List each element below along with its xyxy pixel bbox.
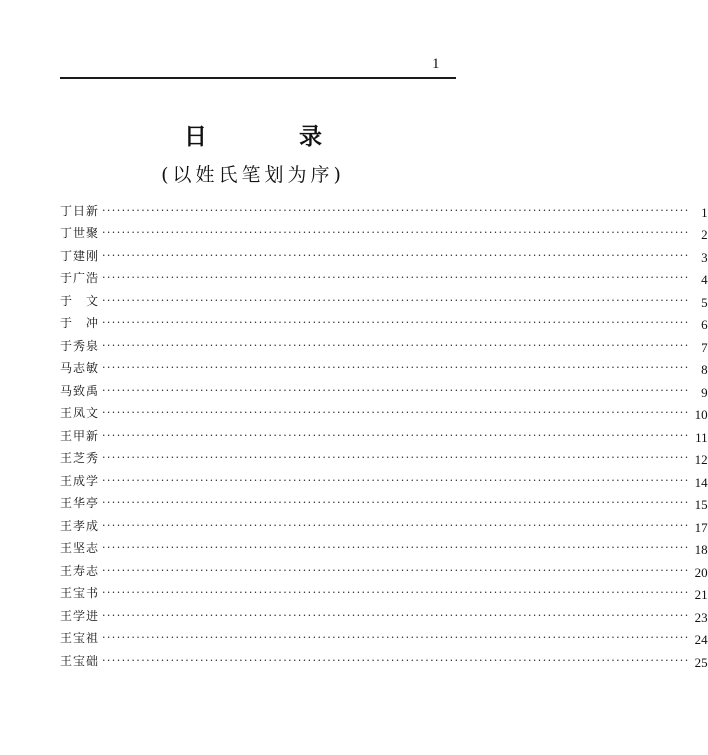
- dot-leader: ························································································································: [102, 496, 690, 509]
- toc-entry[interactable]: [60, 625, 708, 648]
- dot-leader: ························································································································: [102, 518, 690, 532]
- toc-entry-name: 丁日新: [60, 203, 100, 218]
- toc-entry[interactable]: [60, 490, 708, 513]
- toc-entry[interactable]: [60, 580, 708, 603]
- dot-leader: ························································································································: [102, 586, 690, 599]
- toc-entry-name: 王宝础: [60, 653, 100, 668]
- toc-entry[interactable]: [60, 197, 708, 220]
- toc-entry[interactable]: [60, 445, 708, 468]
- toc-entry[interactable]: [60, 512, 708, 535]
- toc-entry-name: 王成学: [60, 473, 100, 488]
- dot-leader: ························································································································: [102, 361, 690, 374]
- toc-entry-page: 11: [695, 429, 708, 445]
- toc-entry[interactable]: [60, 287, 708, 310]
- toc-entry-page: 23: [694, 609, 708, 625]
- toc-entry-name: 王学进: [60, 608, 100, 623]
- toc-entry-page: 10: [694, 407, 708, 422]
- dot-leader: ························································································································: [102, 338, 690, 352]
- toc-entry[interactable]: [60, 220, 708, 243]
- toc-entry-page: 9: [701, 384, 708, 400]
- toc-entry-name: 王芝秀: [60, 451, 100, 465]
- toc-entry-name: 王华亭: [60, 496, 100, 510]
- toc-entry-name: 丁建刚: [60, 248, 100, 263]
- dot-leader: ························································································································: [102, 563, 690, 577]
- dot-leader: ························································································································: [102, 226, 690, 239]
- toc-entry-page: 18: [694, 542, 708, 557]
- dot-leader: ························································································································: [102, 248, 690, 262]
- toc-entry-page: 14: [694, 474, 708, 490]
- dot-leader: ························································································································: [102, 608, 690, 622]
- toc-entry-page: 12: [694, 452, 708, 467]
- toc-entry-name: 于 冲: [60, 316, 100, 330]
- page-number: 1: [432, 56, 440, 72]
- toc-entry[interactable]: [60, 377, 708, 400]
- toc-entry[interactable]: [60, 400, 708, 423]
- toc-entry-page: 17: [694, 519, 708, 535]
- toc-entry-name: 王寿志: [60, 563, 100, 578]
- toc-entry[interactable]: [60, 467, 708, 490]
- toc-entry-page: 7: [701, 339, 708, 355]
- toc-entry-name: 王孝成: [60, 518, 100, 533]
- dot-leader: ························································································································: [102, 473, 690, 487]
- toc-entry-page: 8: [701, 362, 708, 377]
- toc-entry-page: 6: [701, 317, 708, 332]
- toc-entry-name: 于广浩: [60, 271, 100, 285]
- toc-entry-name: 马志敏: [60, 361, 100, 375]
- toc-entry-page: 15: [694, 497, 708, 512]
- toc-entry-page: 5: [701, 294, 708, 310]
- toc-entry-page: 4: [701, 272, 708, 287]
- toc-entry-name: 王宝书: [60, 586, 100, 600]
- header-rule: [60, 77, 456, 79]
- toc-entry-name: 于 文: [60, 293, 100, 308]
- toc-entry-page: 1: [701, 204, 708, 220]
- toc-entry[interactable]: [60, 332, 708, 355]
- toc-entry-name: 王坚志: [60, 541, 100, 555]
- toc-entry[interactable]: [60, 557, 708, 580]
- title-char-1: 日: [184, 123, 207, 150]
- dot-leader: ························································································································: [102, 383, 690, 397]
- page-title: [0, 118, 506, 151]
- toc-entry[interactable]: [60, 422, 708, 445]
- dot-leader: ························································································································: [102, 653, 690, 667]
- toc-entry-page: 25: [694, 654, 708, 670]
- dot-leader: ························································································································: [102, 203, 690, 217]
- dot-leader: ························································································································: [102, 406, 690, 419]
- toc-entry[interactable]: [60, 242, 708, 265]
- dot-leader: ························································································································: [102, 451, 690, 464]
- dot-leader: ························································································································: [102, 316, 690, 329]
- toc-entry-name: 王宝祖: [60, 631, 100, 645]
- dot-leader: ························································································································: [102, 541, 690, 554]
- dot-leader: ························································································································: [102, 631, 690, 644]
- toc-entry-name: 王甲新: [60, 428, 100, 443]
- toc-entry[interactable]: [60, 310, 708, 333]
- toc-entry-page: 3: [701, 249, 708, 265]
- toc-entry-page: 2: [701, 227, 708, 242]
- toc-entry[interactable]: [60, 355, 708, 378]
- title-char-2: 录: [299, 123, 322, 150]
- toc-entry[interactable]: [60, 647, 708, 670]
- toc-entry-page: 21: [694, 587, 708, 602]
- page-subtitle: (以姓氏笔划为序): [161, 164, 345, 186]
- toc-entry[interactable]: [60, 602, 708, 625]
- dot-leader: ························································································································: [102, 428, 690, 442]
- dot-leader: ························································································································: [102, 293, 690, 307]
- toc-entry-page: 24: [694, 632, 708, 647]
- toc-entry-name: 王凤文: [60, 406, 100, 420]
- table-of-contents: [60, 197, 708, 670]
- toc-entry[interactable]: [60, 265, 708, 288]
- dot-leader: ························································································································: [102, 271, 690, 284]
- toc-entry-name: 马致禹: [60, 383, 100, 398]
- toc-entry[interactable]: [60, 535, 708, 558]
- toc-entry-page: 20: [694, 564, 708, 580]
- toc-entry-name: 丁世聚: [60, 226, 100, 240]
- toc-entry-name: 于秀泉: [60, 338, 100, 353]
